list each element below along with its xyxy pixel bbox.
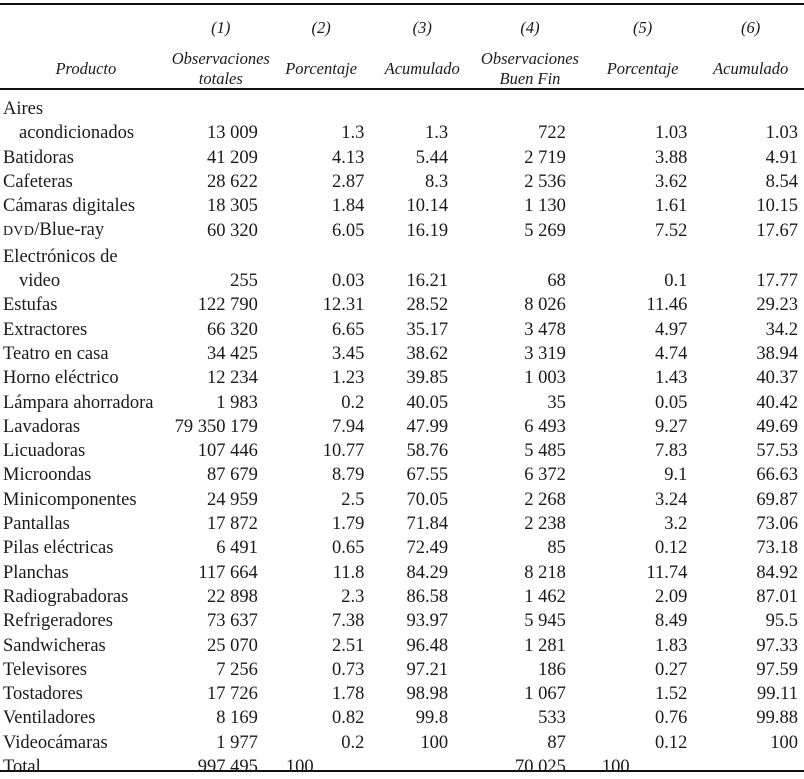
product-name <box>0 366 172 390</box>
product-name <box>0 561 172 585</box>
obs-total: 24 959 <box>206 489 258 510</box>
percentage: 2.5 <box>341 489 365 510</box>
header-product: Producto <box>55 59 117 78</box>
cumulative: 58.76 <box>406 441 449 462</box>
table-row <box>0 536 804 560</box>
cumulative: 39.85 <box>406 368 449 389</box>
obs-buen-fin: 5 485 <box>524 441 566 462</box>
product-name <box>0 536 172 560</box>
cumulative: 67.55 <box>406 465 449 486</box>
table-row <box>0 609 804 633</box>
cell-empty <box>697 97 804 121</box>
table-row <box>0 585 804 609</box>
product-name-text: Batidoras <box>3 147 74 168</box>
obs-buen-fin: 1 003 <box>524 368 566 389</box>
obs-buen-fin: 186 <box>538 659 566 680</box>
product-name-text: Videocámaras <box>3 732 108 753</box>
percentage: 1.3 <box>341 123 365 144</box>
table-header <box>0 5 804 97</box>
table-row <box>0 218 804 244</box>
cell-empty <box>472 97 588 121</box>
cumulative-buen-fin: 97.33 <box>756 635 798 656</box>
percentage: 0.2 <box>341 392 365 413</box>
percentage: 8.79 <box>332 465 365 486</box>
obs-total: 34 425 <box>206 343 258 364</box>
obs-buen-fin: 87 <box>547 732 566 753</box>
obs-buen-fin: 722 <box>538 123 566 144</box>
table-row <box>0 415 804 439</box>
product-name <box>0 658 172 682</box>
cumulative: 8.3 <box>424 171 449 192</box>
obs-buen-fin: 2 536 <box>524 171 566 192</box>
obs-total: 12 234 <box>206 368 258 389</box>
total-obs-buen-fin: 70 025 <box>514 757 566 778</box>
cumulative-buen-fin: 73.18 <box>756 538 798 559</box>
product-name <box>0 512 172 536</box>
percentage: 3.45 <box>332 343 365 364</box>
product-name-cont <box>0 121 172 145</box>
table-row <box>0 146 804 170</box>
percentage-buen-fin: 0.12 <box>654 732 688 753</box>
obs-total: 7 256 <box>216 659 258 680</box>
table-row <box>0 342 804 366</box>
product-name: Electrónicos de <box>3 246 118 267</box>
obs-buen-fin: 2 719 <box>524 147 566 168</box>
percentage: 10.77 <box>322 441 365 462</box>
obs-buen-fin: 6 493 <box>524 416 566 437</box>
cumulative: 1.3 <box>424 123 449 144</box>
percentage-buen-fin: 1.61 <box>654 196 688 217</box>
percentage: 1.84 <box>332 196 365 217</box>
header-obs-bf <box>472 45 588 97</box>
cumulative: 40.05 <box>406 392 449 413</box>
cell-empty <box>372 755 472 779</box>
obs-total: 18 305 <box>206 196 258 217</box>
percentage-buen-fin: 11.74 <box>646 562 688 583</box>
percentage: 1.79 <box>332 514 365 535</box>
percentage: 11.8 <box>332 562 365 583</box>
total-row <box>0 755 804 779</box>
cell-empty <box>588 245 698 269</box>
cumulative-buen-fin: 34.2 <box>765 319 798 340</box>
obs-buen-fin: 8 218 <box>524 562 566 583</box>
table-row <box>0 706 804 730</box>
product-name-text: Tostadores <box>3 684 83 705</box>
percentage: 6.65 <box>332 319 365 340</box>
obs-total: 8 169 <box>216 708 258 729</box>
percentage: 2.87 <box>332 171 365 192</box>
table-row <box>0 391 804 415</box>
product-name-line2: acondicionados <box>19 123 135 144</box>
percentage-buen-fin: 0.76 <box>654 708 688 729</box>
percentage-buen-fin: 3.2 <box>664 514 688 535</box>
cumulative-buen-fin: 57.53 <box>756 441 798 462</box>
cumulative: 38.62 <box>406 343 449 364</box>
percentage-buen-fin: 7.52 <box>654 221 688 242</box>
cumulative-buen-fin: 84.92 <box>756 562 798 583</box>
percentage-buen-fin: 0.05 <box>654 392 688 413</box>
product-name <box>0 391 172 415</box>
product-name <box>0 293 172 317</box>
cumulative: 72.49 <box>406 538 449 559</box>
obs-buen-fin: 1 130 <box>524 196 566 217</box>
percentage-buen-fin: 8.49 <box>654 611 688 632</box>
percentage-buen-fin: 1.03 <box>654 123 688 144</box>
percentage-buen-fin: 0.27 <box>654 659 688 680</box>
cumulative: 28.52 <box>406 295 449 316</box>
obs-total: 13 009 <box>206 123 258 144</box>
obs-buen-fin: 1 462 <box>524 586 566 607</box>
cumulative: 93.97 <box>406 611 449 632</box>
product-name <box>0 439 172 463</box>
cumulative-buen-fin: 99.11 <box>757 684 798 705</box>
product-name-cont <box>0 269 172 293</box>
cumulative: 84.29 <box>406 562 449 583</box>
percentage: 1.23 <box>332 368 365 389</box>
obs-buen-fin: 1 281 <box>524 635 566 656</box>
cumulative-buen-fin: 1.03 <box>765 123 798 144</box>
percentage-buen-fin: 3.24 <box>654 489 688 510</box>
product-name <box>0 634 172 658</box>
obs-buen-fin: 3 319 <box>524 343 566 364</box>
percentage: 2.3 <box>341 586 365 607</box>
cumulative: 5.44 <box>415 147 449 168</box>
table-row <box>0 463 804 487</box>
obs-total: 28 622 <box>206 171 258 192</box>
table-row <box>0 561 804 585</box>
obs-buen-fin: 3 478 <box>524 319 566 340</box>
header-obs-bf-line2: Buen Fin <box>499 69 561 88</box>
table-row <box>0 634 804 658</box>
cumulative: 10.14 <box>406 196 449 217</box>
cumulative-buen-fin: 40.37 <box>756 368 798 389</box>
cumulative-buen-fin: 100 <box>770 732 798 753</box>
percentage-buen-fin: 7.83 <box>654 441 688 462</box>
total-pct-buen-fin: 100 <box>601 757 630 778</box>
cell-empty <box>588 97 698 121</box>
cumulative-buen-fin: 97.59 <box>756 659 798 680</box>
cumulative: 35.17 <box>406 319 449 340</box>
percentage-buen-fin: 9.27 <box>654 416 688 437</box>
obs-buen-fin: 5 269 <box>524 221 566 242</box>
product-name-text: Cámaras digitales <box>3 196 136 217</box>
product-name-text: Pantallas <box>3 514 70 535</box>
total-obs: 997 495 <box>197 757 258 778</box>
product-name-text: Pilas eléctricas <box>3 538 114 559</box>
obs-buen-fin: 68 <box>547 271 566 292</box>
percentage-buen-fin: 1.52 <box>654 684 688 705</box>
obs-total: 6 491 <box>216 538 258 559</box>
obs-buen-fin: 85 <box>547 538 566 559</box>
column-number-1: (1) <box>211 18 231 37</box>
cumulative: 96.48 <box>406 635 449 656</box>
obs-total: 79 350 179 <box>174 416 258 437</box>
total-label: Total <box>3 757 41 778</box>
product-name-text: Refrigeradores <box>3 611 113 632</box>
header-obs-total <box>172 45 270 97</box>
obs-total: 25 070 <box>206 635 258 656</box>
table-row <box>0 194 804 218</box>
table-row <box>0 97 804 121</box>
percentage: 2.51 <box>332 635 365 656</box>
product-name <box>0 146 172 170</box>
obs-total: 73 637 <box>206 611 258 632</box>
product-name <box>0 706 172 730</box>
product-name <box>0 731 172 755</box>
cell-empty <box>172 245 270 269</box>
header-acum-bf: Acumulado <box>713 59 789 78</box>
product-name-text: Horno eléctrico <box>3 368 119 389</box>
cumulative-buen-fin: 66.63 <box>756 465 798 486</box>
column-number-3: (3) <box>412 18 432 37</box>
table-row <box>0 731 804 755</box>
product-name <box>0 463 172 487</box>
product-name <box>0 170 172 194</box>
cumulative: 99.8 <box>415 708 449 729</box>
percentage-buen-fin: 0.12 <box>654 538 688 559</box>
product-name-text: Lámpara ahorradora <box>3 392 154 413</box>
percentage: 4.13 <box>332 147 365 168</box>
product-name-smallcaps: DVD <box>3 224 35 240</box>
product-name-text: Estufas <box>3 295 58 316</box>
column-number-empty <box>0 5 172 45</box>
product-name-text: Microondas <box>3 465 92 486</box>
column-number-6: (6) <box>741 18 761 37</box>
header-obs-bf-line1: Observaciones <box>480 49 579 68</box>
percentage-buen-fin: 4.74 <box>654 343 688 364</box>
table-row <box>0 439 804 463</box>
table-row <box>0 170 804 194</box>
product-name-text: Televisores <box>3 659 87 680</box>
table-row <box>0 488 804 512</box>
obs-buen-fin: 5 945 <box>524 611 566 632</box>
cell-empty <box>372 245 472 269</box>
percentage-buen-fin: 1.43 <box>654 368 688 389</box>
column-number-5: (5) <box>632 18 653 37</box>
product-name-text: Extractores <box>3 319 88 340</box>
percentage: 0.73 <box>332 659 365 680</box>
cumulative: 100 <box>420 732 449 753</box>
obs-buen-fin: 8 026 <box>524 295 566 316</box>
product-name <box>0 218 172 244</box>
cumulative-buen-fin: 99.88 <box>756 708 798 729</box>
obs-total: 117 664 <box>198 562 258 583</box>
column-number-4: (4) <box>520 18 540 37</box>
percentage: 7.94 <box>332 416 365 437</box>
product-name-text: Lavadoras <box>3 416 81 437</box>
obs-total: 66 320 <box>206 319 258 340</box>
table-row <box>0 682 804 706</box>
percentage-buen-fin: 3.62 <box>654 171 688 192</box>
product-name-line2: video <box>19 271 61 292</box>
percentage-buen-fin: 2.09 <box>654 586 688 607</box>
cumulative: 47.99 <box>406 416 449 437</box>
cumulative: 86.58 <box>406 586 449 607</box>
percentage: 1.78 <box>332 684 365 705</box>
cumulative: 71.84 <box>406 514 449 535</box>
cell-empty <box>270 97 373 121</box>
cumulative-buen-fin: 73.06 <box>756 514 798 535</box>
table-row <box>0 245 804 269</box>
percentage: 12.31 <box>322 295 365 316</box>
table-row <box>0 318 804 342</box>
product-name-rest: /Blue-ray <box>34 220 105 241</box>
percentage-buen-fin: 9.1 <box>664 465 688 486</box>
cumulative: 97.21 <box>406 659 449 680</box>
cumulative-buen-fin: 40.42 <box>756 392 798 413</box>
percentage: 0.82 <box>332 708 365 729</box>
cumulative-buen-fin: 8.54 <box>765 171 798 192</box>
obs-total: 107 446 <box>197 441 258 462</box>
percentage: 6.05 <box>332 221 365 242</box>
percentage-buen-fin: 11.46 <box>646 295 688 316</box>
percentage: 7.38 <box>332 611 365 632</box>
percentage-buen-fin: 1.83 <box>654 635 688 656</box>
cumulative-buen-fin: 17.77 <box>756 271 798 292</box>
product-name: Aires <box>3 99 44 119</box>
product-name <box>0 682 172 706</box>
product-name-text: Sandwicheras <box>3 635 106 656</box>
obs-buen-fin: 533 <box>538 708 566 729</box>
obs-total: 1 977 <box>216 732 258 753</box>
obs-buen-fin: 2 268 <box>524 489 566 510</box>
header-obs-total-line1: Observaciones <box>171 49 270 68</box>
product-name <box>0 318 172 342</box>
percentage-buen-fin: 0.1 <box>664 271 688 292</box>
obs-total: 1 983 <box>216 392 258 413</box>
percentage-buen-fin: 3.88 <box>654 147 688 168</box>
cumulative: 70.05 <box>406 489 449 510</box>
product-name <box>0 609 172 633</box>
cumulative-buen-fin: 10.15 <box>756 196 798 217</box>
cumulative-buen-fin: 95.5 <box>765 611 798 632</box>
product-name <box>0 194 172 218</box>
cell-empty <box>270 245 373 269</box>
total-pct: 100 <box>285 757 314 778</box>
table-row <box>0 512 804 536</box>
cumulative: 98.98 <box>406 684 449 705</box>
table-row <box>0 293 804 317</box>
product-name-text: Teatro en casa <box>3 343 109 364</box>
header-pct-bf: Porcentaje <box>606 59 679 78</box>
obs-buen-fin: 2 238 <box>524 514 566 535</box>
cumulative: 16.21 <box>406 271 449 292</box>
header-acum: Acumulado <box>384 59 460 78</box>
cumulative-buen-fin: 29.23 <box>756 295 798 316</box>
product-name <box>0 585 172 609</box>
obs-total: 22 898 <box>206 586 258 607</box>
percentage: 0.03 <box>332 271 365 292</box>
cell-empty <box>697 245 804 269</box>
product-name <box>0 488 172 512</box>
cumulative-buen-fin: 87.01 <box>756 586 798 607</box>
obs-total: 122 790 <box>197 295 258 316</box>
obs-total: 60 320 <box>206 221 258 242</box>
percentage: 0.2 <box>341 732 365 753</box>
product-name-text: Minicomponentes <box>3 489 137 510</box>
product-name-text: Planchas <box>3 562 69 583</box>
product-name-text: Cafeteras <box>3 171 73 192</box>
cell-empty <box>372 97 472 121</box>
obs-total: 17 726 <box>206 684 258 705</box>
table-row <box>0 269 804 293</box>
obs-total: 41 209 <box>206 147 258 168</box>
product-name <box>0 342 172 366</box>
header-pct: Porcentaje <box>285 59 357 78</box>
products-table <box>0 5 804 779</box>
column-number-2: (2) <box>311 18 331 37</box>
percentage: 0.65 <box>332 538 365 559</box>
cell-empty <box>472 245 588 269</box>
obs-buen-fin: 35 <box>547 392 566 413</box>
obs-total: 17 872 <box>206 514 258 535</box>
product-name <box>0 415 172 439</box>
obs-total: 87 679 <box>206 465 258 486</box>
obs-buen-fin: 6 372 <box>524 465 566 486</box>
table-row <box>0 121 804 145</box>
product-name-text: Radiograbadoras <box>3 586 129 607</box>
product-name-text: Ventiladores <box>3 708 96 729</box>
cumulative: 16.19 <box>406 221 449 242</box>
table-row <box>0 658 804 682</box>
cell-empty <box>172 97 270 121</box>
obs-total: 255 <box>230 271 258 292</box>
cumulative-buen-fin: 17.67 <box>756 221 798 242</box>
cumulative-buen-fin: 69.87 <box>756 489 798 510</box>
cumulative-buen-fin: 49.69 <box>756 416 798 437</box>
cumulative-buen-fin: 4.91 <box>765 147 798 168</box>
table-row <box>0 366 804 390</box>
product-name-text: Licuadoras <box>3 441 86 462</box>
obs-buen-fin: 1 067 <box>524 684 566 705</box>
cell-empty <box>697 755 804 779</box>
percentage-buen-fin: 4.97 <box>654 319 688 340</box>
header-obs-total-line2: totales <box>198 69 243 88</box>
cumulative-buen-fin: 38.94 <box>756 343 798 364</box>
table-body <box>0 97 804 779</box>
